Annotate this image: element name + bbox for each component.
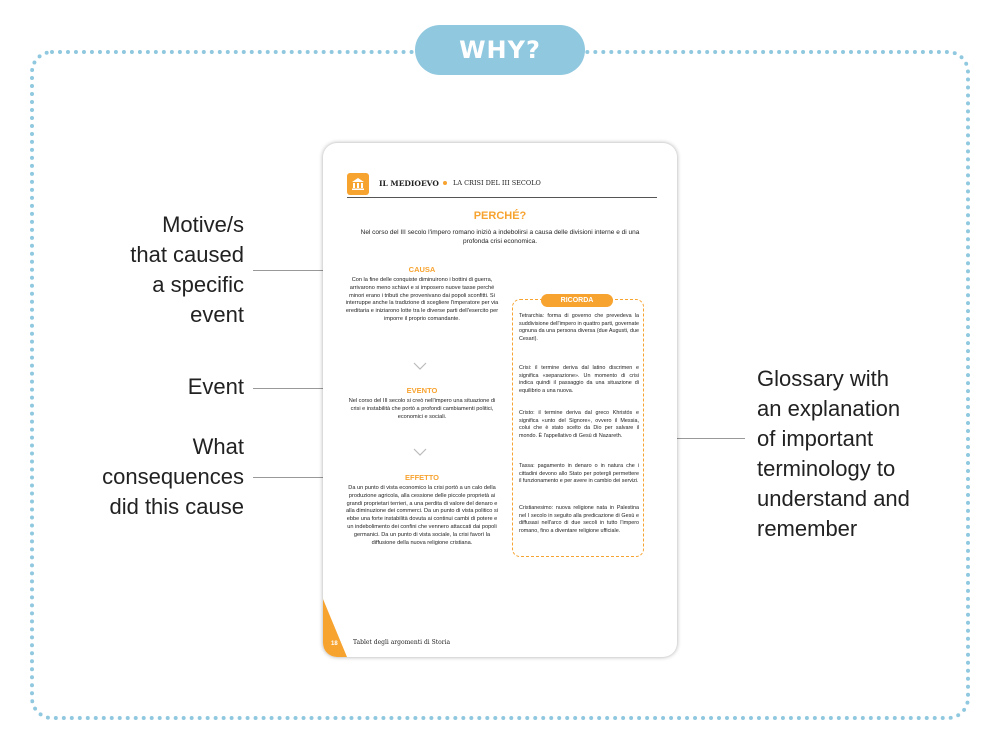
page-footer: Tablet degli argomenti di Storia bbox=[353, 639, 451, 646]
tablet-page bbox=[323, 143, 677, 657]
page-number: 18 bbox=[331, 641, 338, 647]
chevron-down-icon bbox=[413, 361, 427, 371]
header-rule bbox=[347, 197, 657, 198]
glossary-entry: Cristianesimo: nuova religione nata in Palestina nel I secolo in seguito alla predicazione di Gesù e diffusasi nell'arco di due secoli in tutto l'impero romano, fino a diventare religione ufficiale. bbox=[519, 505, 639, 534]
glossary-heading: RICORDA bbox=[541, 294, 613, 307]
glossary-entry: Crisi: il termine deriva dal latino discrimen e significa «separazione». Un momento di crisi indica quindi il passaggio da una situazione di equilibrio a una nuova. bbox=[519, 365, 639, 394]
event-heading: EVENTO bbox=[406, 386, 438, 395]
temple-icon bbox=[347, 173, 369, 195]
glossary-entry: Tassa: pagamento in denaro o in natura che i cittadini devono allo Stato per potergli permettere il funzionamento e per avere in cambio dei servizi. bbox=[519, 463, 639, 484]
effect-heading: EFFETTO bbox=[404, 473, 440, 482]
cause-text: Con la fine delle conquiste diminuirono i bottini di guerra, arrivarono meno schiavi e si imposero nuove tasse perché minori erano i tributi che provenivano dai popoli sconfitti. Si interruppe anche la tradizione di scegliere l'imperatore per via ereditaria e iniziarono lotte tra le diverse parti dell'esercito per imporre il proprio comandante. bbox=[345, 277, 499, 322]
glossary-entry: Cristo: il termine deriva dal greco Khristós e significa «unto del Signore», ovvero il Messia, colui che è stato scelto da Dio per salvare il mondo. È l'appellativo di Gesù di Nazareth. bbox=[519, 410, 639, 439]
event-text: Nel corso del III secolo si creò nell'impero una situazione di crisi e instabilità che portò a profondi cambiamenti politici, economici e sociali. bbox=[348, 398, 496, 420]
page-corner bbox=[323, 599, 347, 657]
effect-text: Da un punto di vista economico la crisi portò a un calo della produzione agricola, alla cessione delle piccole proprietà ai grandi proprietari terrieri, a una perdita di valore del denaro e alla diminuzione dei commerci. Da un punto di vista politico si ebbe una forte instabilità dovuta ai continui cambi di potere e un indebolimento dei confini che vennero attaccati dai popoli germanici. Da un punto di vista sociale, la crisi favorì la diffusione della nuova religione cristiana. bbox=[345, 485, 499, 546]
event-annotation: Event bbox=[187, 374, 244, 399]
glossary-annotation: Glossary with an explanation of important terminology to understand and remember bbox=[757, 366, 910, 541]
page-title: PERCHÉ? bbox=[473, 210, 527, 222]
glossary-entry: Tetrarchia: forma di governo che prevedeva la suddivisione dell'impero in quattro parti, governate ognuna da una persona diversa (due Augusti, due Cesari). bbox=[519, 313, 639, 342]
page-header bbox=[347, 173, 657, 193]
chevron-down-icon bbox=[413, 447, 427, 457]
header-title: IL MEDIOEVO bbox=[379, 179, 439, 188]
cause-annotation: Motive/s that caused a specific event bbox=[130, 212, 244, 327]
header-subtitle: LA CRISI DEL III SECOLO bbox=[453, 179, 541, 187]
cause-heading: CAUSA bbox=[408, 265, 436, 274]
effect-annotation: What consequences did this cause bbox=[102, 434, 244, 519]
page-intro: Nel corso del III secolo l'impero romano iniziò a indebolirsi a causa delle divisioni interne e di una profonda crisi economica. bbox=[360, 229, 640, 245]
why-badge: WHY? bbox=[415, 25, 585, 75]
header-dot bbox=[443, 181, 447, 185]
